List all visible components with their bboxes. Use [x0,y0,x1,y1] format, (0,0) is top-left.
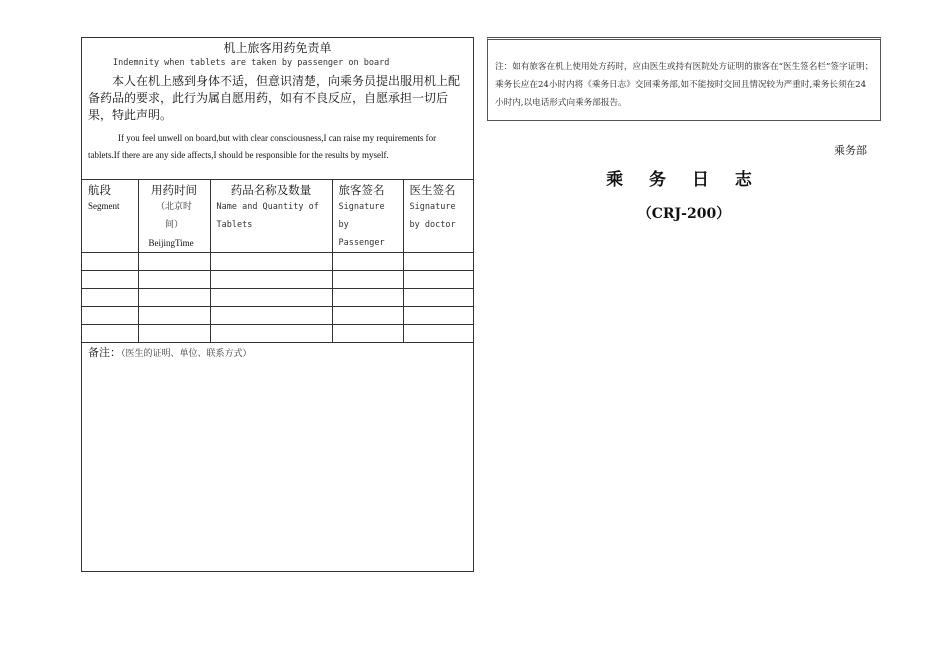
time-cell[interactable] [138,289,210,307]
passenger-header-cn: 旅客签名 [338,183,385,197]
table-row [82,253,473,271]
doctor-signature-cell[interactable] [403,307,473,325]
segment-header-en: Segment [88,201,120,211]
aircraft-model: （CRJ-200） [637,206,731,222]
table-row [82,307,473,325]
form-subtitle: Indemnity when tablets are taken by passenger on board [113,58,390,68]
drug-header-cn: 药品名称及数量 [230,183,312,197]
table-row [82,271,473,289]
time-cell[interactable] [138,325,210,343]
declaration-chinese: 本人在机上感到身体不适，但意识清楚，向乘务员提出服用机上配备药品的要求，此行为属自愿用药，如有不良反应，自愿承担一切后果，特此声明。 [88,74,461,122]
passenger-signature-cell[interactable] [332,289,403,307]
time-cell[interactable] [138,253,210,271]
doctor-signature-header [403,180,473,253]
passenger-signature-cell[interactable] [332,253,403,271]
segment-cell[interactable] [82,271,138,289]
passenger-signature-header [332,180,403,253]
table-header-row [82,180,473,253]
table-row [82,289,473,307]
time-header-sub-2: 间） [164,220,183,230]
passenger-header-en-3: Passenger [338,238,385,248]
table-row [82,325,473,343]
drug-cell[interactable] [210,307,332,325]
doctor-header-en-1: Signature [409,202,456,212]
log-title: 乘 务 日 志 [606,170,762,190]
passenger-header-en-1: Signature [338,202,385,212]
time-header-en: BeijingTime [148,238,194,248]
doctor-header-cn: 医生签名 [409,183,456,197]
indemnity-form [81,37,474,572]
instruction-note: 注：如有旅客在机上使用处方药时，应由医生或持有医院处方证明的旅客在“医生签名栏”签字证明；乘务长应在24小时内将《乘务日志》交回乘务部,如不能按时交回且情况较为严重时,乘务长须在24小时内,以电话形式向乘务部报告。 [487,37,881,121]
remark-label: 备注： [88,346,121,359]
drug-header-en-2: Tablets [216,220,253,230]
time-header [138,180,210,253]
segment-header-cn: 航段 [88,183,111,197]
drug-header [210,180,332,253]
segment-cell[interactable] [82,253,138,271]
declaration-english: If you feel unwell on board,but with clear consciousness,I can raise my requirements for tablets.If there are any side affects,I should be responsible for the results by myself. [88,133,437,160]
drug-cell[interactable] [210,325,332,343]
segment-cell[interactable] [82,307,138,325]
drug-cell[interactable] [210,289,332,307]
doctor-signature-cell[interactable] [403,325,473,343]
passenger-signature-cell[interactable] [332,325,403,343]
time-header-cn: 用药时间 [151,183,197,197]
drug-cell[interactable] [210,253,332,271]
remarks-section[interactable] [88,344,252,360]
passenger-header-en-2: by [338,220,349,230]
doctor-signature-cell[interactable] [403,271,473,289]
passenger-signature-cell[interactable] [332,271,403,289]
doctor-header-en-2: by doctor [409,220,456,230]
doctor-signature-cell[interactable] [403,289,473,307]
medication-table [82,179,473,343]
drug-header-en-1: Name and Quantity of [216,202,319,212]
remark-hint: （医生的证明、单位、联系方式） [121,349,252,359]
time-cell[interactable] [138,271,210,289]
form-title: 机上旅客用药免责单 [223,41,332,55]
passenger-signature-cell[interactable] [332,307,403,325]
drug-cell[interactable] [210,271,332,289]
time-header-sub-1: （北京时 [155,202,192,212]
segment-header [82,180,138,253]
segment-cell[interactable] [82,325,138,343]
doctor-signature-cell[interactable] [403,253,473,271]
department-label: 乘务部 [834,144,867,157]
segment-cell[interactable] [82,289,138,307]
time-cell[interactable] [138,307,210,325]
